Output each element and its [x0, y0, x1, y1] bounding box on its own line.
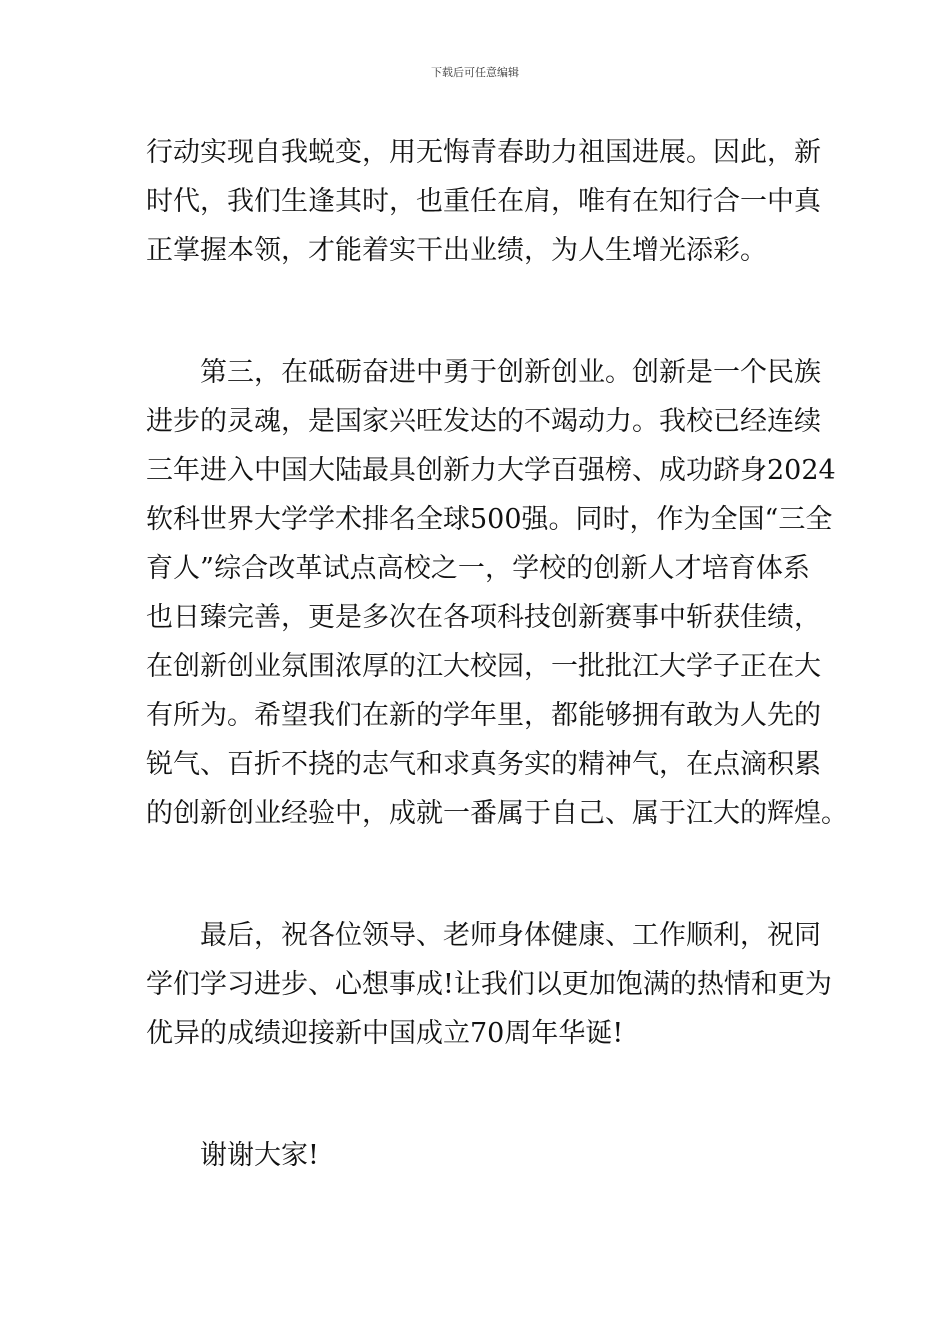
- paragraph-4: [146, 1131, 810, 1180]
- paragraph-3: [146, 911, 832, 1058]
- paragraph-line: 学们学习进步、心想事成!让我们以更加饱满的热情和更为: [146, 969, 832, 1000]
- paragraph-line: 最后，祝各位领导、老师身体健康、工作顺利，祝同: [146, 920, 821, 951]
- paragraph-spacer: [146, 1058, 810, 1131]
- paragraph-line: 三年进入中国大陆最具创新力大学百强榜、成功跻身2024: [146, 455, 836, 486]
- paragraph-line: 进步的灵魂，是国家兴旺发达的不竭动力。我校已经连续: [146, 406, 821, 437]
- paragraph-spacer: [146, 275, 810, 348]
- paragraph-line: 谢谢大家!: [146, 1140, 319, 1171]
- paragraph-line: 锐气、百折不挠的志气和求真务实的精神气，在点滴积累: [146, 749, 821, 780]
- paragraph-line: 软科世界大学学术排名全球500强。同时，作为全国“三全: [146, 504, 833, 535]
- paragraph-spacer: [146, 838, 810, 911]
- paragraph-line: 育人”综合改革试点高校之一，学校的创新人才培育体系: [146, 553, 810, 584]
- document-body: [146, 128, 848, 1180]
- paragraph-1: [146, 128, 821, 275]
- paragraph-line: 优异的成绩迎接新中国成立70周年华诞!: [146, 1018, 624, 1049]
- paragraph-line: 正掌握本领，才能着实干出业绩，为人生增光添彩。: [146, 235, 767, 266]
- paragraph-line: 在创新创业氛围浓厚的江大校园，一批批江大学子正在大: [146, 651, 821, 682]
- paragraph-line: 第三，在砥砺奋进中勇于创新创业。创新是一个民族: [146, 357, 821, 388]
- paragraph-line: 有所为。希望我们在新的学年里，都能够拥有敢为人先的: [146, 700, 821, 731]
- page-header: 下载后可任意编辑: [431, 66, 519, 79]
- paragraph-line: 时代，我们生逢其时，也重任在肩，唯有在知行合一中真: [146, 186, 821, 217]
- paragraph-line: 的创新创业经验中，成就一番属于自己、属于江大的辉煌。: [146, 798, 848, 829]
- paragraph-line: 行动实现自我蜕变，用无悔青春助力祖国进展。因此，新: [146, 137, 821, 168]
- paragraph-line: 也日臻完善，更是多次在各项科技创新赛事中斩获佳绩，: [146, 602, 821, 633]
- paragraph-2: [146, 348, 848, 838]
